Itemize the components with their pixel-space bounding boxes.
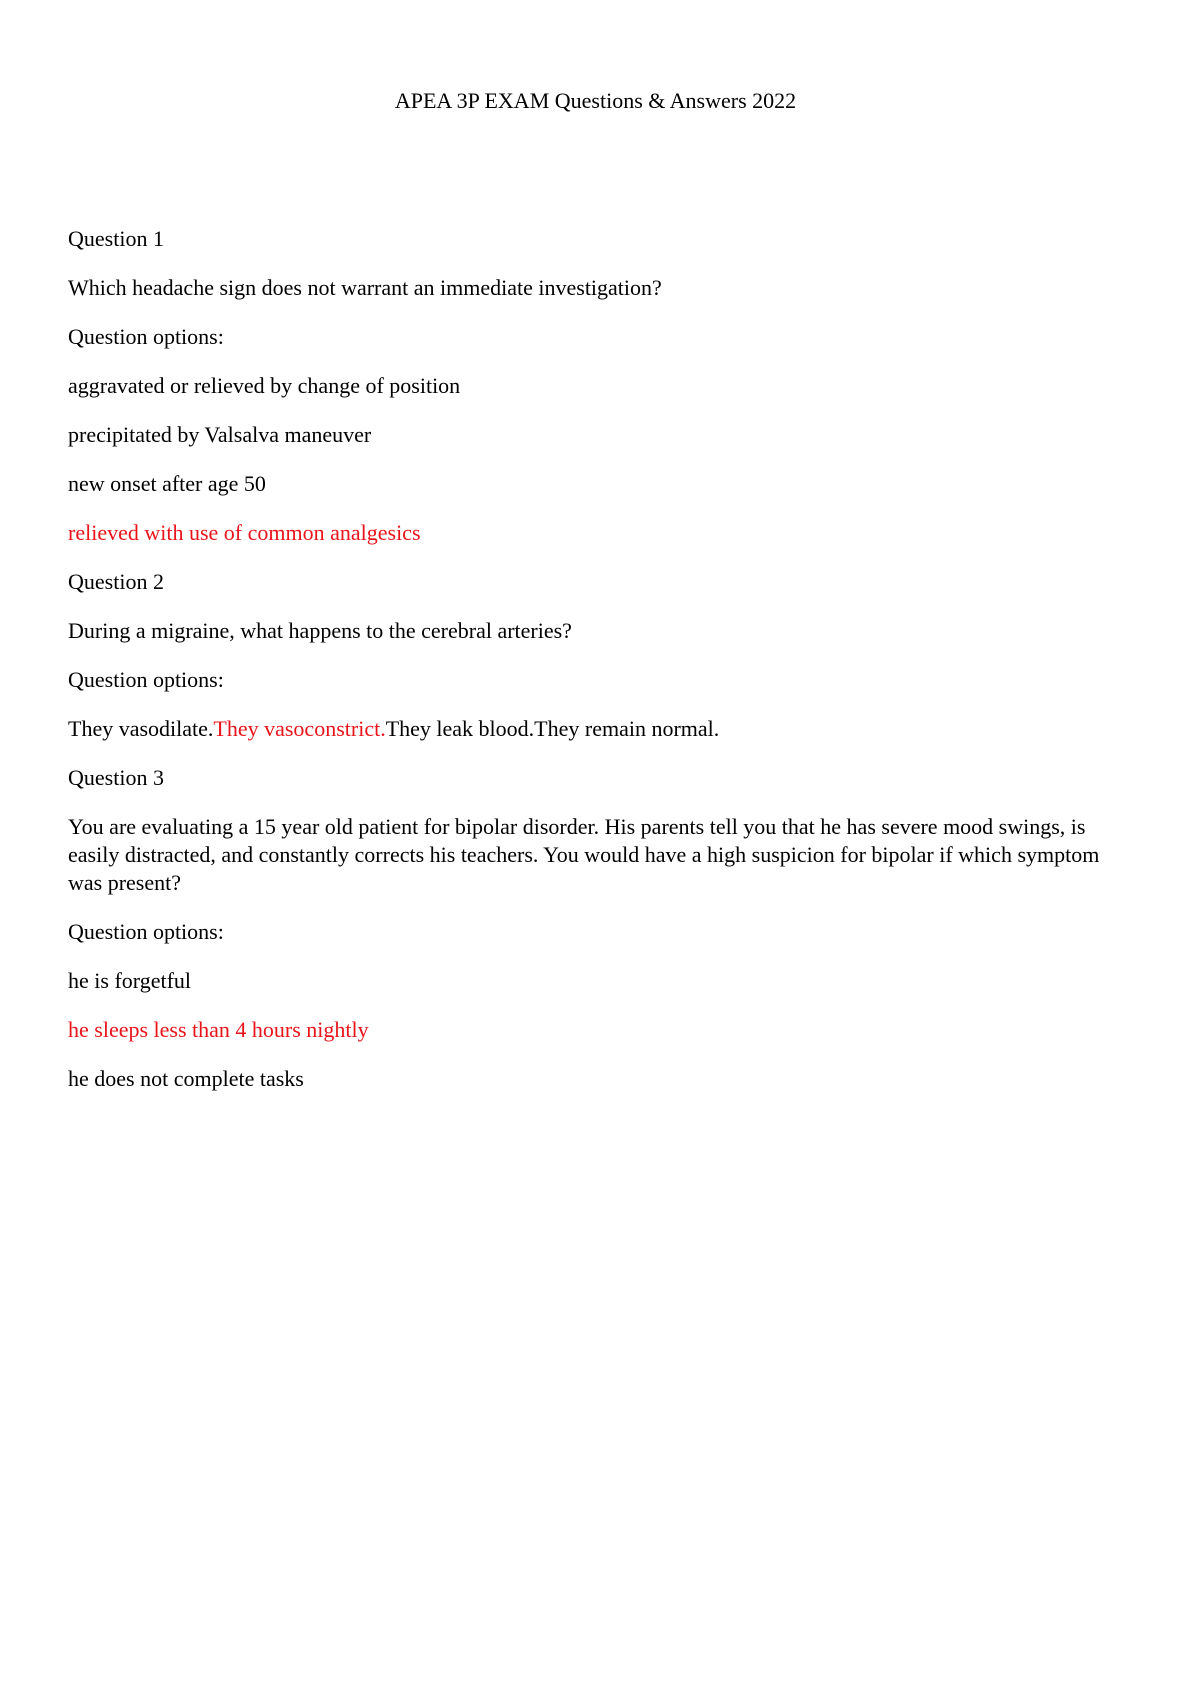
question-options-label: Question options:: [68, 919, 224, 944]
question-heading: Question 3: [68, 765, 164, 790]
option-item-correct: relieved with use of common analgesics: [68, 520, 421, 545]
option-item: They vasodilate.: [68, 716, 214, 741]
option-item: aggravated or relieved by change of position: [68, 373, 461, 398]
option-item: he is forgetful: [68, 968, 192, 993]
option-item-correct: They vasoconstrict.: [213, 716, 386, 741]
question-block: [68, 568, 1128, 743]
question-block: [68, 225, 1128, 547]
question-text: Which headache sign does not warrant an immediate investigation?: [68, 275, 662, 300]
question-text: During a migraine, what happens to the cerebral arteries?: [68, 618, 572, 643]
option-item: They remain normal.: [534, 716, 720, 741]
document-body: [68, 225, 1128, 1114]
question-heading: Question 1: [68, 226, 164, 251]
question-text: You are evaluating a 15 year old patient for bipolar disorder. His parents tell you that he has severe mood swings, is easily distracted, and constantly corrects his teachers. You would have a high suspicion for bipolar if which symptom was present?: [68, 814, 1100, 895]
question-block: [68, 764, 1128, 1093]
option-item: They leak blood.: [385, 716, 535, 741]
inline-options-row: [68, 715, 1128, 743]
question-options-label: Question options:: [68, 667, 224, 692]
option-item: precipitated by Valsalva maneuver: [68, 422, 372, 447]
option-item-correct: he sleeps less than 4 hours nightly: [68, 1017, 369, 1042]
option-item: he does not complete tasks: [68, 1066, 304, 1091]
question-options-label: Question options:: [68, 324, 224, 349]
question-heading: Question 2: [68, 569, 164, 594]
option-item: new onset after age 50: [68, 471, 266, 496]
page-title: APEA 3P EXAM Questions & Answers 2022: [394, 88, 797, 113]
